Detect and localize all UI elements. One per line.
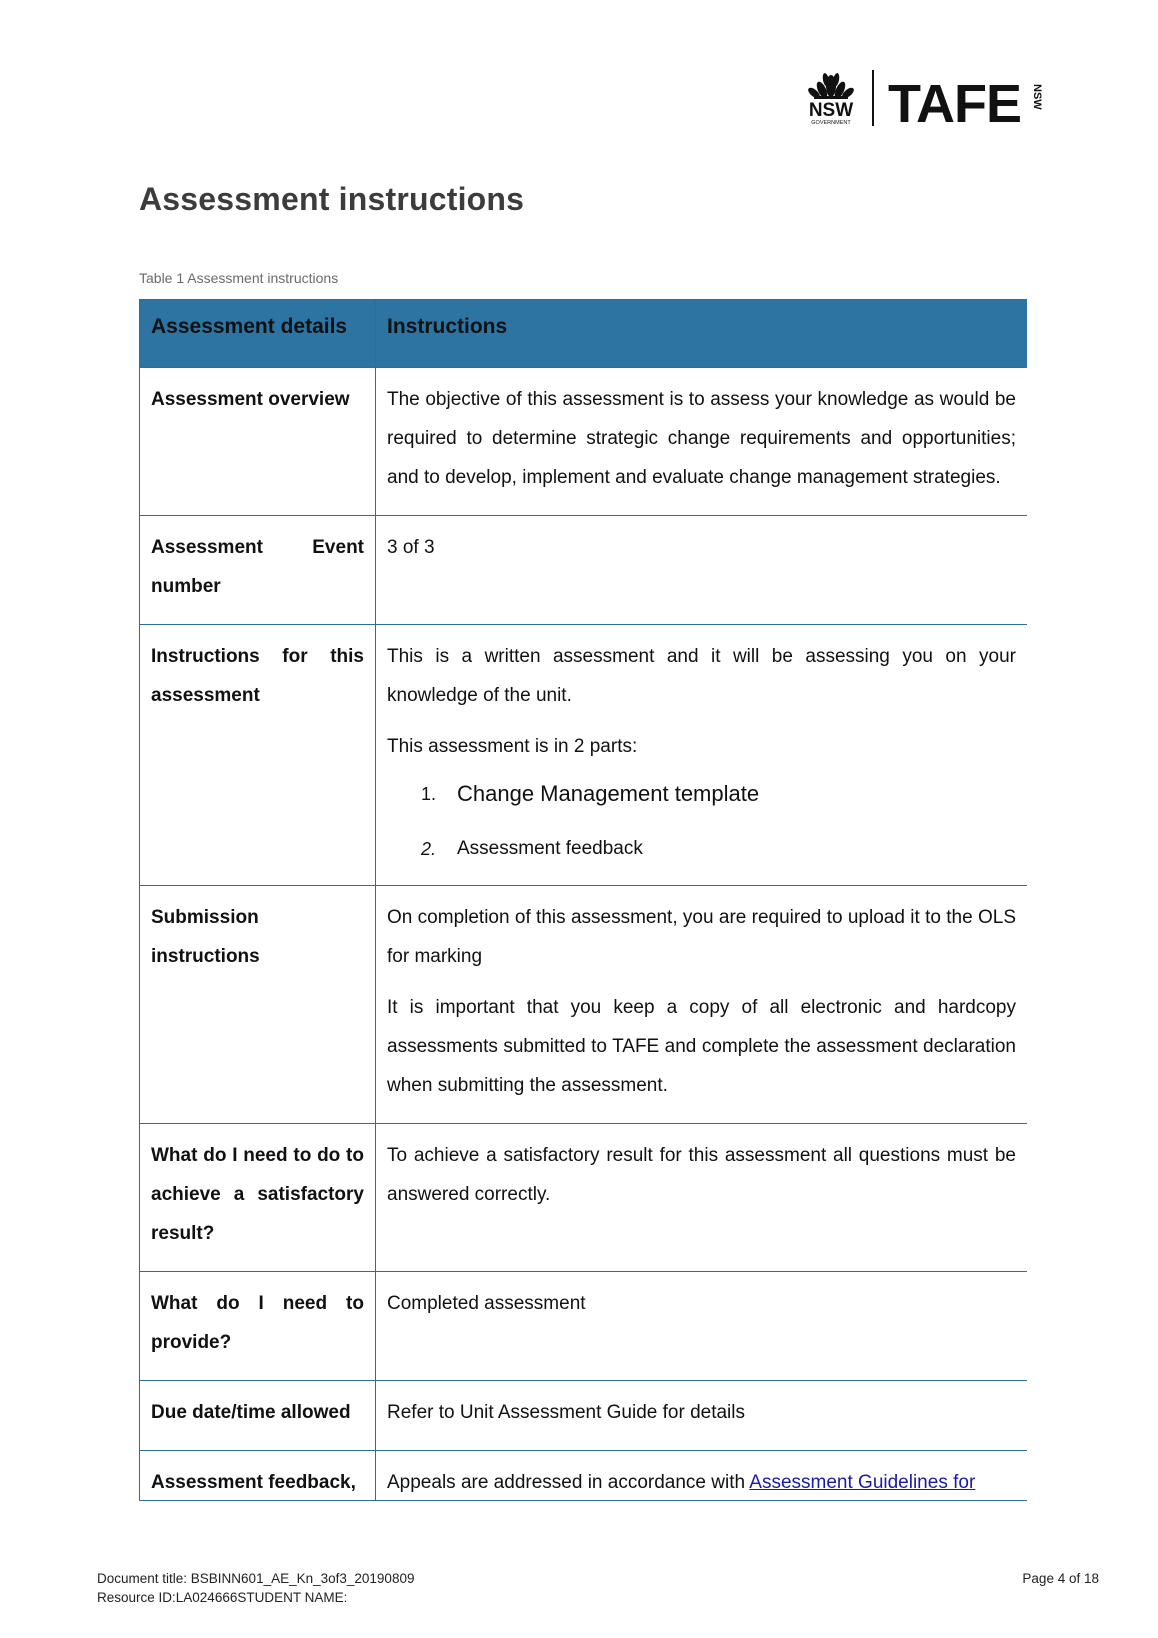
row-label-assessment-overview: Assessment overview [140,368,376,516]
assessment-parts-list [387,776,1016,867]
footer-resource-id: Resource ID:LA024666STUDENT NAME: [97,1590,348,1605]
page-title: Assessment instructions [139,181,525,217]
row-label-submission: Submission instructions [140,886,376,1124]
row-label-feedback: Assessment feedback, [140,1451,376,1502]
row-content-instructions [376,625,1028,886]
list-text: Change Management template [457,781,760,806]
paragraph: To achieve a satisfactory result for this assessment all questions must be answered correctly. [387,1145,1016,1205]
paragraph: Completed assessment [387,1293,586,1314]
assessment-table-container [139,299,1027,1501]
paragraph: This is a written assessment and it will be assessing you on your knowledge of the unit. [387,646,1016,706]
list-number: 2. [421,839,437,859]
waratah-logo-icon [804,66,1058,132]
feedback-text: Appeals are addressed in accordance with [387,1472,750,1493]
table-row [140,368,1028,516]
table-row [140,516,1028,625]
header-instructions: Instructions [376,300,1028,368]
list-number: 1. [421,784,437,804]
table-caption: Table 1 Assessment instructions [139,270,339,286]
paragraph: This assessment is in 2 parts: [387,736,638,757]
paragraph: The objective of this assessment is to assess your knowledge as would be required to determine strategic change requirements and opportunities; and to develop, implement and evaluate change management strategies. [387,389,1016,488]
paragraph: Refer to Unit Assessment Guide for details [387,1402,745,1423]
svg-text:NSW: NSW [1031,84,1043,110]
row-label-due-date: Due date/time allowed [140,1381,376,1451]
footer-page-number: Page 4 of 18 [1022,1571,1099,1586]
assessment-instructions-table [139,299,1027,1501]
row-content-feedback [376,1451,1028,1502]
row-content-submission [376,886,1028,1124]
header-assessment-details: Assessment details [140,300,376,368]
table-row [140,1124,1028,1272]
row-content-event-number [376,516,1028,625]
paragraph: It is important that you keep a copy of all electronic and hardcopy assessments submitted to TAFE and complete the assessment declaration when submitting the assessment. [387,997,1016,1096]
table-header-row [140,300,1028,368]
row-content-provide [376,1272,1028,1381]
table-row [140,1272,1028,1381]
table-row [140,886,1028,1124]
nsw-tafe-logo [804,66,1058,132]
footer-document-title: Document title: BSBINN601_AE_Kn_3of3_20190809 [97,1571,415,1586]
list-text: Assessment feedback [457,838,643,859]
row-label-satisfactory-result: What do I need to do to achieve a satisfactory result? [140,1124,376,1272]
list-item [387,776,1016,814]
paragraph: On completion of this assessment, you are required to upload it to the OLS for marking [387,907,1016,967]
table-row [140,625,1028,886]
table-row [140,1381,1028,1451]
assessment-guidelines-link[interactable]: Assessment Guidelines for [749,1472,976,1493]
footer-document-info [97,1569,414,1607]
svg-text:TAFE: TAFE [888,74,1021,132]
row-content-satisfactory-result [376,1124,1028,1272]
row-content-due-date [376,1381,1028,1451]
list-item [387,831,1016,867]
row-label-event-number: Assessment Event number [140,516,376,625]
row-label-instructions: Instructions for this assessment [140,625,376,886]
svg-text:GOVERNMENT: GOVERNMENT [811,120,851,126]
paragraph: 3 of 3 [387,537,435,558]
table-row [140,1451,1028,1502]
svg-text:NSW: NSW [808,100,854,121]
paragraph [387,1463,1016,1501]
row-label-provide: What do I need to provide? [140,1272,376,1381]
row-content-assessment-overview [376,368,1028,516]
